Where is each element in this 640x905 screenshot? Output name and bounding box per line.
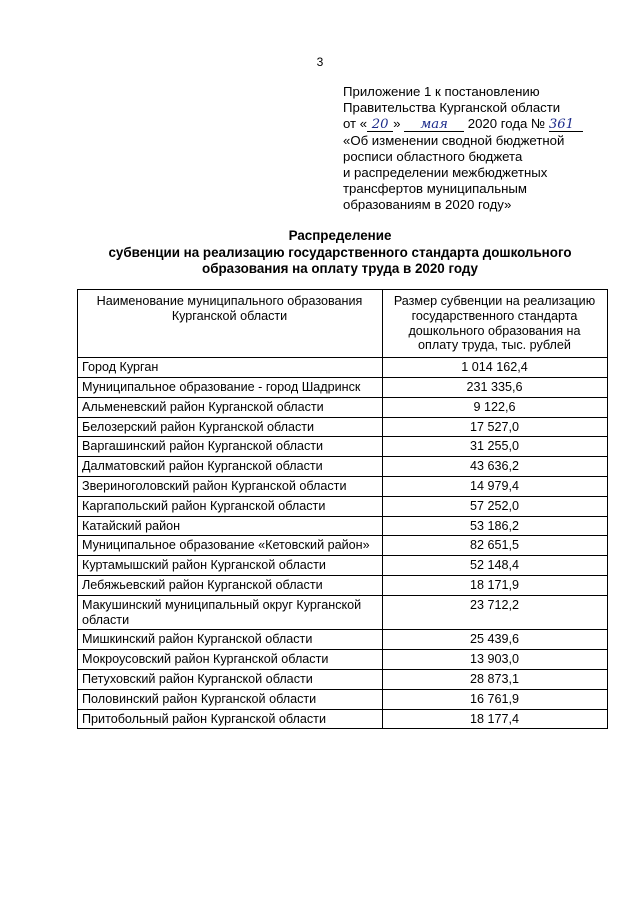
- table-row: [78, 669, 608, 689]
- municipality-name: Половинский район Курганской области: [78, 689, 383, 709]
- handwritten-month: мая: [404, 118, 464, 132]
- table-row: [78, 536, 608, 556]
- subvention-amount: 82 651,5: [383, 536, 608, 556]
- subvention-amount: 14 979,4: [383, 476, 608, 496]
- table-row: [78, 397, 608, 417]
- header-municipality: Наименование муниципального образования Курганской области: [78, 290, 383, 358]
- subvention-amount: 25 439,6: [383, 630, 608, 650]
- subvention-amount: 16 761,9: [383, 689, 608, 709]
- subvention-amount: 28 873,1: [383, 669, 608, 689]
- municipality-name: Муниципальное образование «Кетовский район»: [78, 536, 383, 556]
- municipality-name: Каргапольский район Курганской области: [78, 496, 383, 516]
- table-row: [78, 417, 608, 437]
- municipality-name: Мишкинский район Курганской области: [78, 630, 383, 650]
- table-header-row: [78, 290, 608, 358]
- subvention-amount: 13 903,0: [383, 650, 608, 670]
- subvention-amount: 53 186,2: [383, 516, 608, 536]
- title-line-3: образования на оплату труда в 2020 году: [202, 261, 478, 276]
- table-row: [78, 476, 608, 496]
- appendix-header: [343, 84, 623, 214]
- municipality-name: Катайский район: [78, 516, 383, 536]
- municipality-name: Город Курган: [78, 358, 383, 378]
- appendix-line-4: «Об изменении сводной бюджетной: [343, 132, 565, 148]
- handwritten-day: 20: [367, 118, 393, 132]
- subvention-amount: 43 636,2: [383, 457, 608, 477]
- subvention-amount: 9 122,6: [383, 397, 608, 417]
- subvention-amount: 31 255,0: [383, 437, 608, 457]
- municipality-name: Макушинский муниципальный округ Курганской области: [78, 595, 383, 630]
- table-row: [78, 358, 608, 378]
- municipality-name: Лебяжьевский район Курганской области: [78, 575, 383, 595]
- subvention-amount: 18 177,4: [383, 709, 608, 729]
- appendix-line-6: и распределении межбюджетных: [343, 165, 548, 181]
- title-line-1: Распределение: [288, 228, 392, 243]
- header-amount: Размер субвенции на реализацию государственного стандарта дошкольного образования на оплату труда, тыс. рублей: [383, 290, 608, 358]
- table-row: [78, 556, 608, 576]
- appendix-line-7: трансфертов муниципальным: [343, 181, 527, 197]
- table-row: [78, 575, 608, 595]
- subvention-amount: 52 148,4: [383, 556, 608, 576]
- table-row: [78, 650, 608, 670]
- appendix-line-2: Правительства Курганской области: [343, 100, 561, 116]
- municipality-name: Звериноголовский район Курганской области: [78, 476, 383, 496]
- title-line-2: субвенции на реализацию государственного стандарта дошкольного: [108, 244, 572, 260]
- date-prefix: от «: [343, 116, 368, 132]
- municipality-name: Белозерский район Курганской области: [78, 417, 383, 437]
- table-row: [78, 437, 608, 457]
- table-row: [78, 689, 608, 709]
- subvention-amount: 23 712,2: [383, 595, 608, 630]
- date-mid: »: [393, 116, 405, 132]
- date-suffix: 2020 года №: [464, 116, 546, 132]
- document-title: [60, 228, 620, 278]
- municipality-name: Мокроусовский район Курганской области: [78, 650, 383, 670]
- table-row: [78, 377, 608, 397]
- municipality-name: Альменевский район Курганской области: [78, 397, 383, 417]
- subvention-amount: 18 171,9: [383, 575, 608, 595]
- municipality-name: Далматовский район Курганской области: [78, 457, 383, 477]
- subvention-amount: 57 252,0: [383, 496, 608, 516]
- table-row: [78, 516, 608, 536]
- appendix-date-line: [343, 116, 623, 132]
- appendix-line-5: росписи областного бюджета: [343, 148, 523, 164]
- municipality-name: Притобольный район Курганской области: [78, 709, 383, 729]
- municipality-name: Варгашинский район Курганской области: [78, 437, 383, 457]
- municipality-name: Петуховский район Курганской области: [78, 669, 383, 689]
- page-number: 3: [316, 55, 324, 69]
- subvention-amount: 17 527,0: [383, 417, 608, 437]
- table-row: [78, 709, 608, 729]
- appendix-line-1: Приложение 1 к постановлению: [343, 84, 540, 99]
- subvention-amount: 231 335,6: [383, 377, 608, 397]
- municipality-name: Куртамышский район Курганской области: [78, 556, 383, 576]
- table-row: [78, 595, 608, 630]
- handwritten-order-number: 361: [549, 118, 583, 132]
- table-row: [78, 496, 608, 516]
- subvention-table: [77, 289, 608, 729]
- subvention-amount: 1 014 162,4: [383, 358, 608, 378]
- table-row: [78, 630, 608, 650]
- appendix-line-8: образованиям в 2020 году»: [343, 197, 512, 213]
- table-row: [78, 457, 608, 477]
- municipality-name: Муниципальное образование - город Шадринск: [78, 377, 383, 397]
- table-body: [78, 358, 608, 729]
